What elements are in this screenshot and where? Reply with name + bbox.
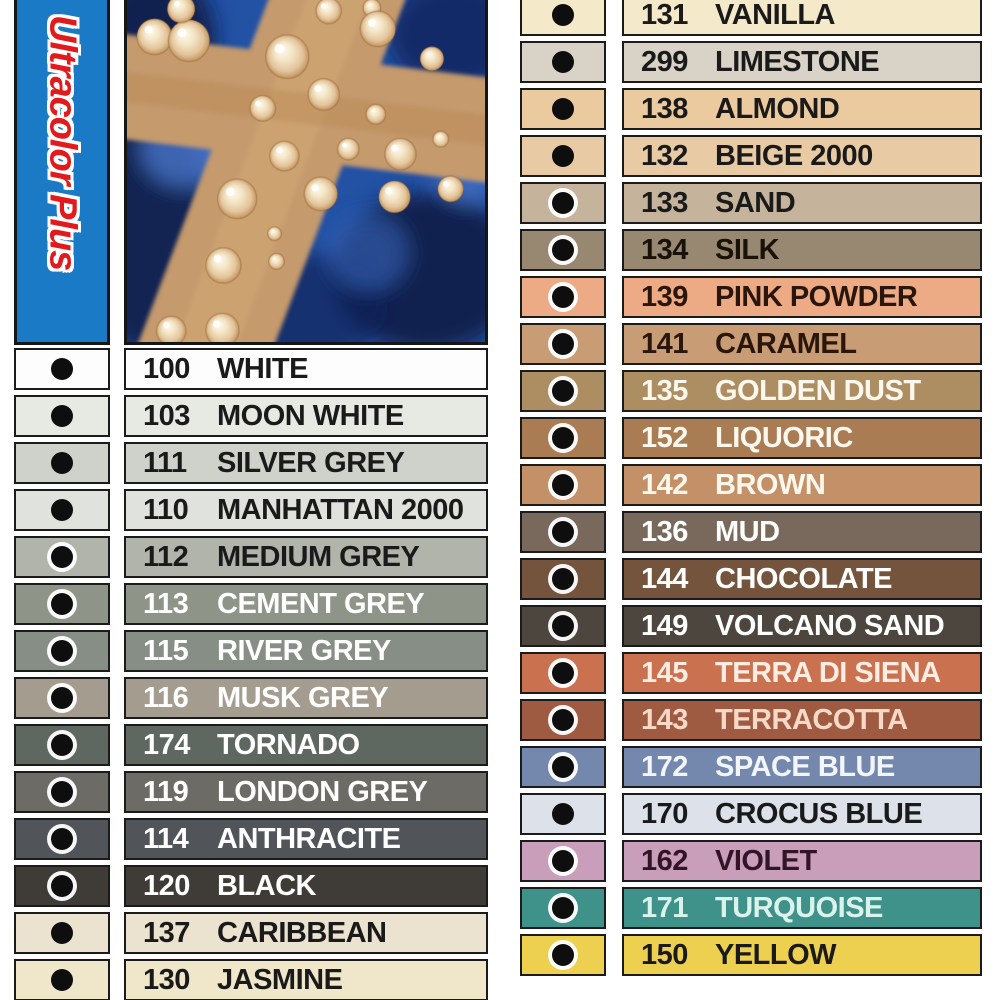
color-dot-cell	[520, 323, 606, 365]
color-row	[520, 793, 982, 835]
selection-dot	[552, 145, 574, 167]
color-row	[14, 677, 488, 719]
color-row	[14, 536, 488, 578]
color-dot-cell	[520, 793, 606, 835]
color-name-cell	[622, 793, 982, 835]
color-name: TERRA DI SIENA	[715, 656, 941, 689]
color-name: VIOLET	[715, 844, 817, 877]
color-name: WHITE	[217, 352, 308, 385]
color-row	[520, 746, 982, 788]
color-row	[14, 583, 488, 625]
color-name-cell	[124, 442, 488, 484]
selection-dot	[51, 499, 73, 521]
color-code: 116	[143, 681, 189, 714]
selection-dot	[552, 944, 574, 966]
color-dot-cell	[14, 630, 110, 672]
color-row	[520, 323, 982, 365]
color-name-cell	[622, 323, 982, 365]
color-name-cell	[124, 583, 488, 625]
color-code: 120	[143, 869, 190, 902]
color-row	[520, 558, 982, 600]
color-name: BROWN	[715, 468, 826, 501]
color-name-cell	[622, 605, 982, 647]
color-name-cell	[622, 276, 982, 318]
color-name-cell	[622, 746, 982, 788]
color-code: 136	[641, 515, 688, 548]
color-dot-cell	[520, 699, 606, 741]
color-name-cell	[124, 865, 488, 907]
color-name: GOLDEN DUST	[715, 374, 921, 407]
color-name: MUD	[715, 515, 780, 548]
selection-dot	[552, 192, 574, 214]
color-code: 139	[641, 280, 688, 313]
color-row	[520, 699, 982, 741]
color-code: 134	[641, 233, 688, 266]
selection-dot	[51, 452, 73, 474]
color-code: 131	[641, 0, 688, 31]
color-name: BLACK	[217, 869, 316, 902]
color-row	[520, 182, 982, 224]
color-name-cell	[622, 558, 982, 600]
color-name: CHOCOLATE	[715, 562, 893, 595]
color-code: 143	[641, 703, 688, 736]
color-dot-cell	[520, 511, 606, 553]
color-name-cell	[622, 0, 982, 36]
selection-dot	[51, 969, 73, 991]
color-name-cell	[622, 417, 982, 459]
color-dot-cell	[14, 442, 110, 484]
selection-dot	[51, 922, 73, 944]
color-code: 119	[143, 775, 189, 808]
left-color-list	[14, 348, 488, 1000]
tile-photo	[124, 0, 488, 345]
color-dot-cell	[14, 724, 110, 766]
brand-label: Ultracolor Plus	[41, 15, 84, 271]
color-dot-cell	[14, 912, 110, 954]
color-name-cell	[622, 370, 982, 412]
selection-dot	[552, 380, 574, 402]
color-row	[520, 652, 982, 694]
color-row	[14, 771, 488, 813]
color-name-cell	[622, 182, 982, 224]
selection-dot	[51, 734, 73, 756]
color-code: 145	[641, 656, 688, 689]
color-dot-cell	[14, 489, 110, 531]
selection-dot	[51, 405, 73, 427]
color-dot-cell	[14, 771, 110, 813]
color-dot-cell	[520, 605, 606, 647]
color-code: 111	[143, 446, 187, 479]
color-row	[520, 511, 982, 553]
color-code: 144	[641, 562, 688, 595]
selection-dot	[552, 239, 574, 261]
color-name-cell	[124, 959, 488, 1000]
color-name-cell	[124, 536, 488, 578]
color-name-cell	[124, 348, 488, 390]
selection-dot	[552, 709, 574, 731]
color-dot-cell	[520, 370, 606, 412]
color-dot-cell	[14, 818, 110, 860]
selection-dot	[552, 474, 574, 496]
color-code: 172	[641, 750, 688, 783]
color-code: 137	[143, 916, 190, 949]
color-name-cell	[622, 41, 982, 83]
color-code: 100	[143, 352, 190, 385]
color-row	[520, 0, 982, 36]
color-name: CARIBBEAN	[217, 916, 387, 949]
color-name: ALMOND	[715, 92, 840, 125]
color-name: ANTHRACITE	[217, 822, 401, 855]
color-dot-cell	[14, 348, 110, 390]
color-row	[14, 348, 488, 390]
color-dot-cell	[520, 558, 606, 600]
color-name: LONDON GREY	[217, 775, 428, 808]
color-dot-cell	[14, 583, 110, 625]
selection-dot	[552, 427, 574, 449]
color-row	[14, 818, 488, 860]
color-name: MANHATTAN 2000	[217, 493, 464, 526]
color-name-cell	[622, 464, 982, 506]
color-row	[520, 276, 982, 318]
selection-dot	[552, 4, 574, 26]
selection-dot	[51, 593, 73, 615]
color-dot-cell	[520, 276, 606, 318]
color-code: 115	[143, 634, 189, 667]
color-row	[520, 229, 982, 271]
color-code: 150	[641, 938, 688, 971]
color-row	[14, 442, 488, 484]
color-code: 171	[641, 891, 688, 924]
color-name-cell	[622, 511, 982, 553]
color-row	[14, 489, 488, 531]
color-name: JASMINE	[217, 963, 343, 996]
selection-dot	[51, 781, 73, 803]
color-code: 162	[641, 844, 688, 877]
color-name: VOLCANO SAND	[715, 609, 945, 642]
color-name: RIVER GREY	[217, 634, 391, 667]
color-name: LIQUORIC	[715, 421, 853, 454]
selection-dot	[552, 568, 574, 590]
color-name-cell	[622, 652, 982, 694]
selection-dot	[51, 640, 73, 662]
color-name-cell	[124, 630, 488, 672]
color-name-cell	[622, 88, 982, 130]
color-code: 112	[143, 540, 189, 573]
color-row	[14, 865, 488, 907]
color-name: MEDIUM GREY	[217, 540, 420, 573]
color-code: 142	[641, 468, 688, 501]
color-code: 133	[641, 186, 688, 219]
color-name: BEIGE 2000	[715, 139, 873, 172]
color-code: 114	[143, 822, 189, 855]
color-name-cell	[124, 489, 488, 531]
color-code: 135	[641, 374, 688, 407]
color-row	[520, 887, 982, 929]
color-name: YELLOW	[715, 938, 837, 971]
color-code: 149	[641, 609, 688, 642]
color-row	[520, 417, 982, 459]
selection-dot	[552, 850, 574, 872]
color-dot-cell	[14, 536, 110, 578]
color-name: CEMENT GREY	[217, 587, 425, 620]
color-name-cell	[622, 840, 982, 882]
selection-dot	[552, 803, 574, 825]
color-name: MUSK GREY	[217, 681, 389, 714]
color-name: TORNADO	[217, 728, 360, 761]
color-dot-cell	[520, 182, 606, 224]
color-code: 103	[143, 399, 190, 432]
color-code: 141	[641, 327, 688, 360]
selection-dot	[552, 51, 574, 73]
color-name-cell	[124, 912, 488, 954]
color-row	[520, 41, 982, 83]
color-row	[520, 135, 982, 177]
selection-dot	[51, 687, 73, 709]
color-row	[520, 840, 982, 882]
color-name-cell	[622, 229, 982, 271]
color-row	[520, 88, 982, 130]
color-row	[14, 724, 488, 766]
color-code: 110	[143, 493, 189, 526]
color-row	[14, 630, 488, 672]
color-name-cell	[124, 771, 488, 813]
selection-dot	[552, 615, 574, 637]
color-name-cell	[124, 395, 488, 437]
color-dot-cell	[14, 959, 110, 1000]
color-dot-cell	[520, 464, 606, 506]
color-name-cell	[124, 724, 488, 766]
color-row	[520, 605, 982, 647]
color-row	[14, 959, 488, 1000]
color-code: 113	[143, 587, 189, 620]
color-code: 132	[641, 139, 688, 172]
selection-dot	[51, 546, 73, 568]
color-dot-cell	[520, 41, 606, 83]
selection-dot	[552, 521, 574, 543]
color-dot-cell	[14, 677, 110, 719]
color-dot-cell	[520, 887, 606, 929]
color-dot-cell	[520, 417, 606, 459]
color-name: TERRACOTTA	[715, 703, 908, 736]
selection-dot	[552, 333, 574, 355]
color-row	[520, 464, 982, 506]
color-code: 138	[641, 92, 688, 125]
selection-dot	[552, 756, 574, 778]
color-row	[520, 934, 982, 976]
color-name-cell	[622, 135, 982, 177]
color-name: SILVER GREY	[217, 446, 405, 479]
color-dot-cell	[520, 840, 606, 882]
color-name: VANILLA	[715, 0, 836, 31]
color-name-cell	[622, 934, 982, 976]
selection-dot	[552, 286, 574, 308]
ultracolor-plus-banner	[14, 0, 110, 345]
color-name-cell	[124, 818, 488, 860]
color-dot-cell	[520, 88, 606, 130]
color-dot-cell	[14, 395, 110, 437]
color-code: 174	[143, 728, 190, 761]
color-name: PINK POWDER	[715, 280, 918, 313]
color-name-cell	[124, 677, 488, 719]
color-row	[14, 395, 488, 437]
color-code: 152	[641, 421, 688, 454]
color-dot-cell	[520, 652, 606, 694]
color-name: SAND	[715, 186, 796, 219]
selection-dot	[51, 358, 73, 380]
color-dot-cell	[520, 746, 606, 788]
selection-dot	[552, 897, 574, 919]
selection-dot	[51, 828, 73, 850]
color-code: 299	[641, 45, 688, 78]
selection-dot	[552, 662, 574, 684]
color-code: 170	[641, 797, 688, 830]
water-drops-photo-art	[127, 0, 485, 342]
color-dot-cell	[520, 934, 606, 976]
color-dot-cell	[520, 0, 606, 36]
color-name: SILK	[715, 233, 780, 266]
color-name-cell	[622, 887, 982, 929]
color-name: LIMESTONE	[715, 45, 880, 78]
right-color-list	[520, 0, 982, 981]
color-name: CROCUS BLUE	[715, 797, 923, 830]
color-dot-cell	[520, 229, 606, 271]
color-name: MOON WHITE	[217, 399, 404, 432]
color-name: CARAMEL	[715, 327, 857, 360]
color-dot-cell	[14, 865, 110, 907]
color-name-cell	[622, 699, 982, 741]
color-name: SPACE BLUE	[715, 750, 895, 783]
color-row	[14, 912, 488, 954]
color-code: 130	[143, 963, 190, 996]
color-dot-cell	[520, 135, 606, 177]
selection-dot	[552, 98, 574, 120]
color-name: TURQUOISE	[715, 891, 883, 924]
selection-dot	[51, 875, 73, 897]
color-row	[520, 370, 982, 412]
